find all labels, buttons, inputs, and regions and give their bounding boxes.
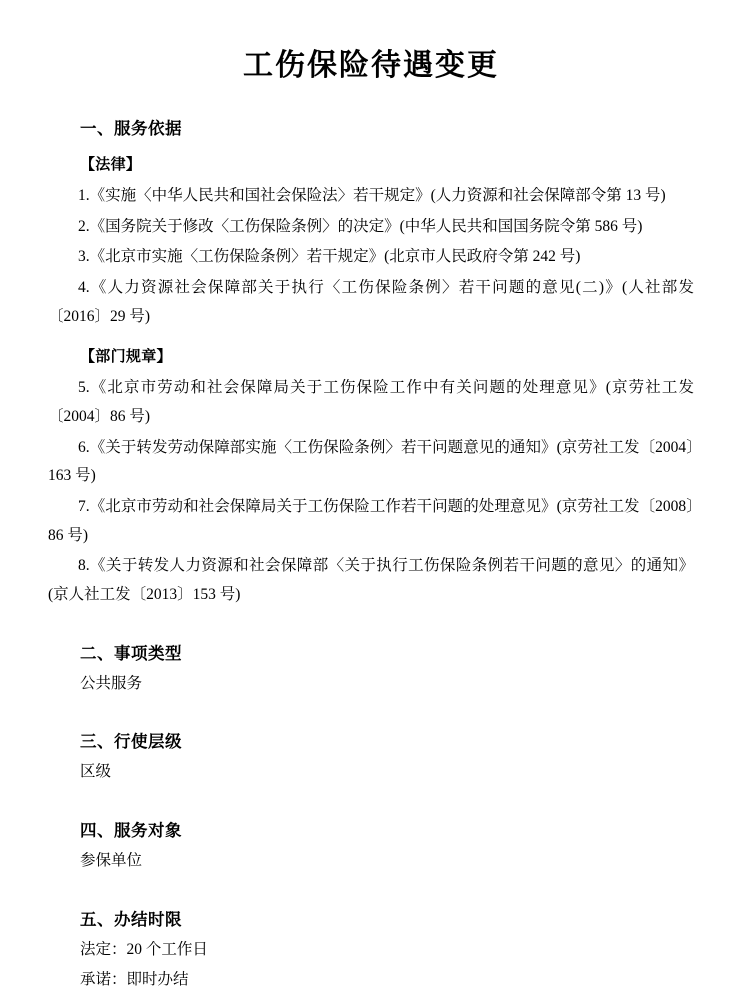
rule-item: 5.《北京市劳动和社会保障局关于工伤保险工作中有关问题的处理意见》(京劳社工发〔2004〕86 号) — [48, 379, 694, 426]
item-type-value: 公共服务 — [80, 674, 143, 692]
section-heading-item-type: 二、事项类型 — [80, 644, 182, 663]
subheading-law: 【法律】 — [80, 156, 142, 173]
law-item: 4.《人力资源社会保障部关于执行〈工伤保险条例〉若干问题的意见(二)》(人社部发〔2016〕29 号) — [48, 279, 694, 325]
section-heading-authority-level: 三、行使层级 — [80, 733, 182, 752]
section-heading-service-basis: 一、服务依据 — [80, 120, 182, 138]
service-target-value: 参保单位 — [80, 852, 143, 870]
law-item: 3.《北京市实施〈工伤保险条例〉若干规定》(北京市人民政府令第 242 号) — [78, 248, 581, 266]
rule-item: 7.《北京市劳动和社会保障局关于工伤保险工作若干问题的处理意见》(京劳社工发〔2008〕86 号) — [48, 498, 694, 544]
subheading-department-rules: 【部门规章】 — [80, 348, 172, 366]
law-item: 1.《实施〈中华人民共和国社会保险法〉若干规定》(人力资源和社会保障部令第 13 号) — [78, 187, 666, 204]
deadline-promised: 承诺：即时办结 — [80, 971, 189, 989]
authority-level-value: 区级 — [80, 763, 112, 781]
law-item: 2.《国务院关于修改〈工伤保险条例〉的决定》(中华人民共和国国务院令第 586 号) — [78, 217, 643, 235]
section-heading-service-target: 四、服务对象 — [80, 822, 182, 841]
deadline-statutory: 法定：20 个工作日 — [80, 940, 208, 958]
rule-item: 6.《关于转发劳动保障部实施〈工伤保险条例〉若干问题意见的通知》(京劳社工发〔2004〕163 号) — [48, 438, 694, 485]
section-heading-completion-deadline: 五、办结时限 — [80, 910, 182, 929]
rule-item: 8.《关于转发人力资源和社会保障部〈关于执行工伤保险条例若干问题的意见〉的通知》(京人社工发〔2013〕153 号) — [48, 557, 694, 604]
page-title: 工伤保险待遇变更 — [243, 49, 499, 82]
